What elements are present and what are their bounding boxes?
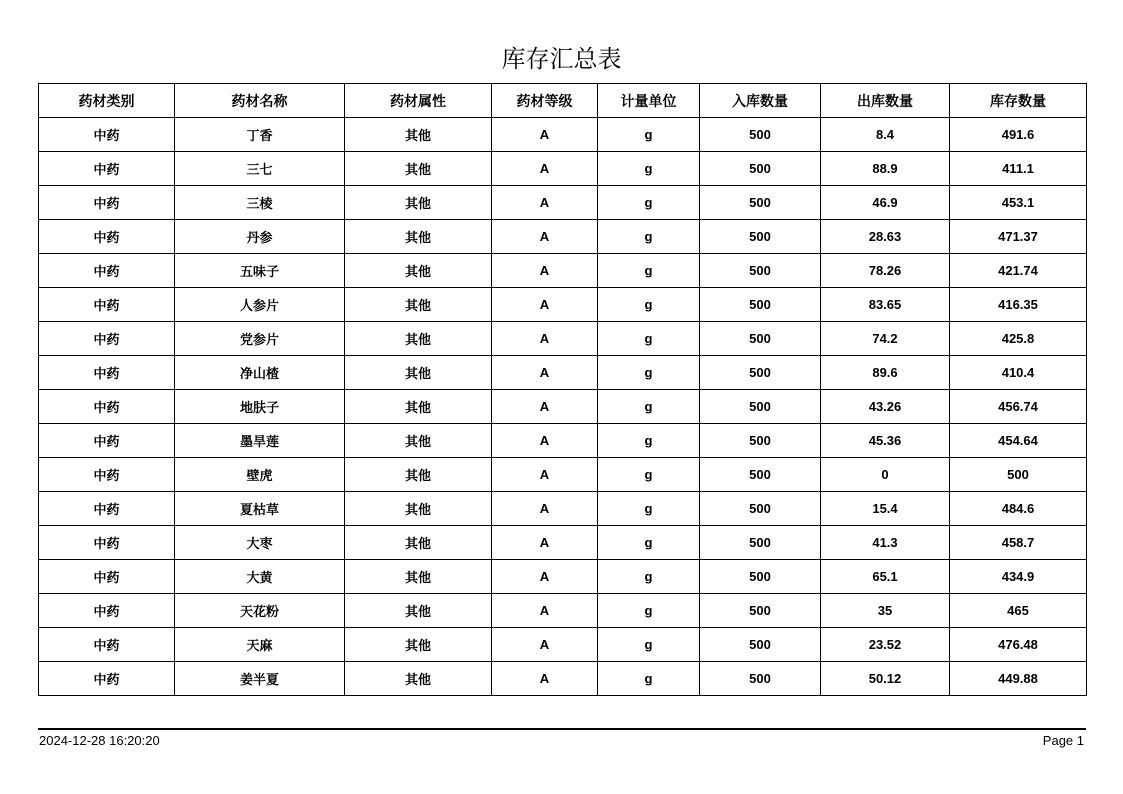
unit-cell: g xyxy=(598,356,700,390)
table-row xyxy=(39,220,1087,254)
column-header-name: 药材名称 xyxy=(175,84,345,118)
table-row xyxy=(39,356,1087,390)
attribute-cell: 其他 xyxy=(345,662,492,696)
table-row xyxy=(39,594,1087,628)
name-cell: 壁虎 xyxy=(175,458,345,492)
attribute-cell: 其他 xyxy=(345,424,492,458)
stock-qty-cell: 456.74 xyxy=(950,390,1087,424)
unit-cell: g xyxy=(598,322,700,356)
inbound-qty-cell: 500 xyxy=(700,662,821,696)
footer-divider xyxy=(38,728,1086,730)
outbound-qty-cell: 43.26 xyxy=(821,390,950,424)
outbound-qty-cell: 35 xyxy=(821,594,950,628)
attribute-cell: 其他 xyxy=(345,152,492,186)
name-cell: 党参片 xyxy=(175,322,345,356)
stock-qty-cell: 476.48 xyxy=(950,628,1087,662)
grade-cell: A xyxy=(492,254,598,288)
table-header-row xyxy=(39,84,1087,118)
outbound-qty-cell: 74.2 xyxy=(821,322,950,356)
stock-qty-cell: 500 xyxy=(950,458,1087,492)
attribute-cell: 其他 xyxy=(345,322,492,356)
outbound-qty-cell: 45.36 xyxy=(821,424,950,458)
outbound-qty-cell: 28.63 xyxy=(821,220,950,254)
inbound-qty-cell: 500 xyxy=(700,288,821,322)
category-cell: 中药 xyxy=(39,662,175,696)
grade-cell: A xyxy=(492,152,598,186)
attribute-cell: 其他 xyxy=(345,220,492,254)
stock-qty-cell: 454.64 xyxy=(950,424,1087,458)
outbound-qty-cell: 89.6 xyxy=(821,356,950,390)
table-row xyxy=(39,288,1087,322)
grade-cell: A xyxy=(492,186,598,220)
unit-cell: g xyxy=(598,220,700,254)
unit-cell: g xyxy=(598,288,700,322)
unit-cell: g xyxy=(598,186,700,220)
name-cell: 丹参 xyxy=(175,220,345,254)
category-cell: 中药 xyxy=(39,254,175,288)
category-cell: 中药 xyxy=(39,356,175,390)
outbound-qty-cell: 46.9 xyxy=(821,186,950,220)
attribute-cell: 其他 xyxy=(345,560,492,594)
attribute-cell: 其他 xyxy=(345,492,492,526)
outbound-qty-cell: 41.3 xyxy=(821,526,950,560)
unit-cell: g xyxy=(598,560,700,594)
category-cell: 中药 xyxy=(39,424,175,458)
attribute-cell: 其他 xyxy=(345,526,492,560)
outbound-qty-cell: 88.9 xyxy=(821,152,950,186)
table-row xyxy=(39,424,1087,458)
table-row xyxy=(39,118,1087,152)
category-cell: 中药 xyxy=(39,220,175,254)
stock-qty-cell: 416.35 xyxy=(950,288,1087,322)
name-cell: 丁香 xyxy=(175,118,345,152)
table-row xyxy=(39,458,1087,492)
category-cell: 中药 xyxy=(39,594,175,628)
grade-cell: A xyxy=(492,322,598,356)
name-cell: 夏枯草 xyxy=(175,492,345,526)
outbound-qty-cell: 15.4 xyxy=(821,492,950,526)
grade-cell: A xyxy=(492,424,598,458)
inbound-qty-cell: 500 xyxy=(700,186,821,220)
attribute-cell: 其他 xyxy=(345,288,492,322)
page-number: Page 1 xyxy=(1042,733,1084,748)
name-cell: 五味子 xyxy=(175,254,345,288)
attribute-cell: 其他 xyxy=(345,458,492,492)
table-row xyxy=(39,152,1087,186)
name-cell: 大枣 xyxy=(175,526,345,560)
unit-cell: g xyxy=(598,390,700,424)
name-cell: 姜半夏 xyxy=(175,662,345,696)
grade-cell: A xyxy=(492,458,598,492)
category-cell: 中药 xyxy=(39,526,175,560)
report-title: 库存汇总表 xyxy=(501,45,622,73)
outbound-qty-cell: 65.1 xyxy=(821,560,950,594)
inbound-qty-cell: 500 xyxy=(700,526,821,560)
grade-cell: A xyxy=(492,526,598,560)
stock-qty-cell: 471.37 xyxy=(950,220,1087,254)
unit-cell: g xyxy=(598,594,700,628)
stock-qty-cell: 449.88 xyxy=(950,662,1087,696)
table-row xyxy=(39,186,1087,220)
name-cell: 地肤子 xyxy=(175,390,345,424)
table-row xyxy=(39,662,1087,696)
column-header-attribute: 药材属性 xyxy=(345,84,492,118)
inbound-qty-cell: 500 xyxy=(700,254,821,288)
outbound-qty-cell: 50.12 xyxy=(821,662,950,696)
unit-cell: g xyxy=(598,526,700,560)
outbound-qty-cell: 0 xyxy=(821,458,950,492)
outbound-qty-cell: 8.4 xyxy=(821,118,950,152)
stock-qty-cell: 425.8 xyxy=(950,322,1087,356)
table-row xyxy=(39,628,1087,662)
attribute-cell: 其他 xyxy=(345,628,492,662)
name-cell: 大黄 xyxy=(175,560,345,594)
stock-qty-cell: 465 xyxy=(950,594,1087,628)
category-cell: 中药 xyxy=(39,118,175,152)
inbound-qty-cell: 500 xyxy=(700,356,821,390)
stock-qty-cell: 411.1 xyxy=(950,152,1087,186)
stock-qty-cell: 484.6 xyxy=(950,492,1087,526)
unit-cell: g xyxy=(598,118,700,152)
grade-cell: A xyxy=(492,594,598,628)
stock-qty-cell: 458.7 xyxy=(950,526,1087,560)
grade-cell: A xyxy=(492,118,598,152)
outbound-qty-cell: 23.52 xyxy=(821,628,950,662)
category-cell: 中药 xyxy=(39,560,175,594)
table-row xyxy=(39,560,1087,594)
category-cell: 中药 xyxy=(39,288,175,322)
unit-cell: g xyxy=(598,492,700,526)
grade-cell: A xyxy=(492,220,598,254)
grade-cell: A xyxy=(492,492,598,526)
table-body xyxy=(39,118,1087,696)
print-timestamp: 2024-12-28 16:20:20 xyxy=(39,733,160,748)
category-cell: 中药 xyxy=(39,390,175,424)
attribute-cell: 其他 xyxy=(345,594,492,628)
grade-cell: A xyxy=(492,356,598,390)
unit-cell: g xyxy=(598,254,700,288)
name-cell: 净山楂 xyxy=(175,356,345,390)
inbound-qty-cell: 500 xyxy=(700,628,821,662)
inbound-qty-cell: 500 xyxy=(700,322,821,356)
grade-cell: A xyxy=(492,628,598,662)
attribute-cell: 其他 xyxy=(345,118,492,152)
category-cell: 中药 xyxy=(39,186,175,220)
attribute-cell: 其他 xyxy=(345,254,492,288)
outbound-qty-cell: 83.65 xyxy=(821,288,950,322)
attribute-cell: 其他 xyxy=(345,356,492,390)
grade-cell: A xyxy=(492,288,598,322)
category-cell: 中药 xyxy=(39,322,175,356)
outbound-qty-cell: 78.26 xyxy=(821,254,950,288)
unit-cell: g xyxy=(598,628,700,662)
name-cell: 天麻 xyxy=(175,628,345,662)
stock-qty-cell: 421.74 xyxy=(950,254,1087,288)
name-cell: 人参片 xyxy=(175,288,345,322)
column-header-category: 药材类别 xyxy=(39,84,175,118)
category-cell: 中药 xyxy=(39,628,175,662)
category-cell: 中药 xyxy=(39,152,175,186)
unit-cell: g xyxy=(598,424,700,458)
inbound-qty-cell: 500 xyxy=(700,152,821,186)
name-cell: 天花粉 xyxy=(175,594,345,628)
inbound-qty-cell: 500 xyxy=(700,118,821,152)
inbound-qty-cell: 500 xyxy=(700,492,821,526)
name-cell: 墨旱莲 xyxy=(175,424,345,458)
inventory-summary-table xyxy=(38,83,1087,696)
stock-qty-cell: 453.1 xyxy=(950,186,1087,220)
attribute-cell: 其他 xyxy=(345,390,492,424)
stock-qty-cell: 410.4 xyxy=(950,356,1087,390)
name-cell: 三七 xyxy=(175,152,345,186)
inbound-qty-cell: 500 xyxy=(700,458,821,492)
category-cell: 中药 xyxy=(39,458,175,492)
table-row xyxy=(39,390,1087,424)
table-row xyxy=(39,492,1087,526)
inbound-qty-cell: 500 xyxy=(700,424,821,458)
table-row xyxy=(39,322,1087,356)
column-header-stock-qty: 库存数量 xyxy=(950,84,1087,118)
table-row xyxy=(39,526,1087,560)
grade-cell: A xyxy=(492,390,598,424)
inbound-qty-cell: 500 xyxy=(700,390,821,424)
unit-cell: g xyxy=(598,662,700,696)
category-cell: 中药 xyxy=(39,492,175,526)
inbound-qty-cell: 500 xyxy=(700,560,821,594)
stock-qty-cell: 491.6 xyxy=(950,118,1087,152)
name-cell: 三棱 xyxy=(175,186,345,220)
unit-cell: g xyxy=(598,458,700,492)
column-header-inbound-qty: 入库数量 xyxy=(700,84,821,118)
attribute-cell: 其他 xyxy=(345,186,492,220)
column-header-grade: 药材等级 xyxy=(492,84,598,118)
grade-cell: A xyxy=(492,662,598,696)
table-row xyxy=(39,254,1087,288)
stock-qty-cell: 434.9 xyxy=(950,560,1087,594)
unit-cell: g xyxy=(598,152,700,186)
column-header-outbound-qty: 出库数量 xyxy=(821,84,950,118)
inbound-qty-cell: 500 xyxy=(700,220,821,254)
grade-cell: A xyxy=(492,560,598,594)
inbound-qty-cell: 500 xyxy=(700,594,821,628)
column-header-unit: 计量单位 xyxy=(598,84,700,118)
